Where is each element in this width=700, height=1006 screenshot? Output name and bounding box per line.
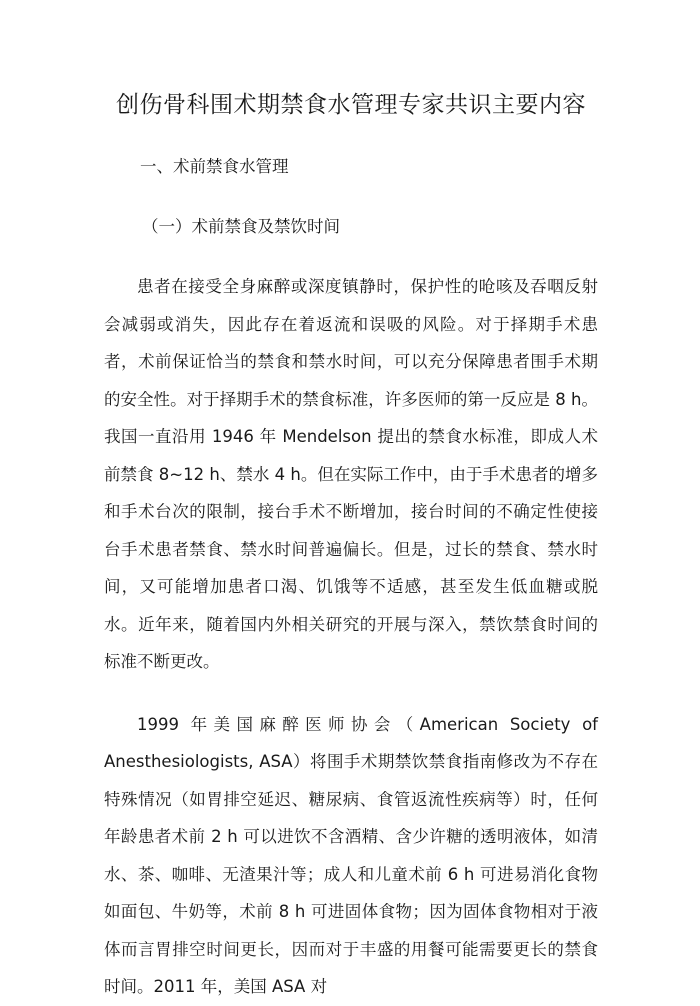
- body-paragraph: 患者在接受全身麻醉或深度镇静时，保护性的呛咳及吞咽反射会减弱或消失，因此存在着返流和误吸的风险。对于择期手术患者，术前保证恰当的禁食和禁水时间，可以充分保障患者围手术期的安全性。对于择期手术的禁食标准，许多医师的第一反应是 8 h。我国一直沿用 1946 年 Mendelson 提出的禁食水标准，即成人术前禁食 8~12 h、禁水 4 h。但在实际工作中，由于手术患者的增多和手术台次的限制，接台手术不断增加，接台时间的不确定性使接台手术患者禁食、禁水时间普遍偏长。但是，过长的禁食、禁水时间，又可能增加患者口渴、饥饿等不适感，甚至发生低血糖或脱水。近年来，随着国内外相关研究的开展与深入，禁饮禁食时间的标准不断更改。: [104, 277, 598, 671]
- subsection-heading: （一）术前禁食及禁饮时间: [142, 217, 340, 236]
- body-paragraph: 1999 年美国麻醉医师协会（American Society of Anesthesiologists, ASA）将围手术期禁饮禁食指南修改为不存在特殊情况（如胃排空延迟、糖尿病、食管返流性疾病等）时，任何年龄患者术前 2 h 可以进饮不含酒精、含少许糖的透明液体，如清水、茶、咖啡、无渣果汁等；成人和儿童术前 6 h 可进易消化食物如面包、牛奶等，术前 8 h 可进固体食物；因为固体食物相对于液体而言胃排空时间更长，因而对于丰盛的用餐可能需要更长的禁食时间。2011 年，美国 ASA 对: [104, 714, 598, 996]
- section-heading: 一、术前禁食水管理: [140, 157, 289, 176]
- document-title: 创伤骨科围术期禁食水管理专家共识主要内容: [116, 92, 586, 118]
